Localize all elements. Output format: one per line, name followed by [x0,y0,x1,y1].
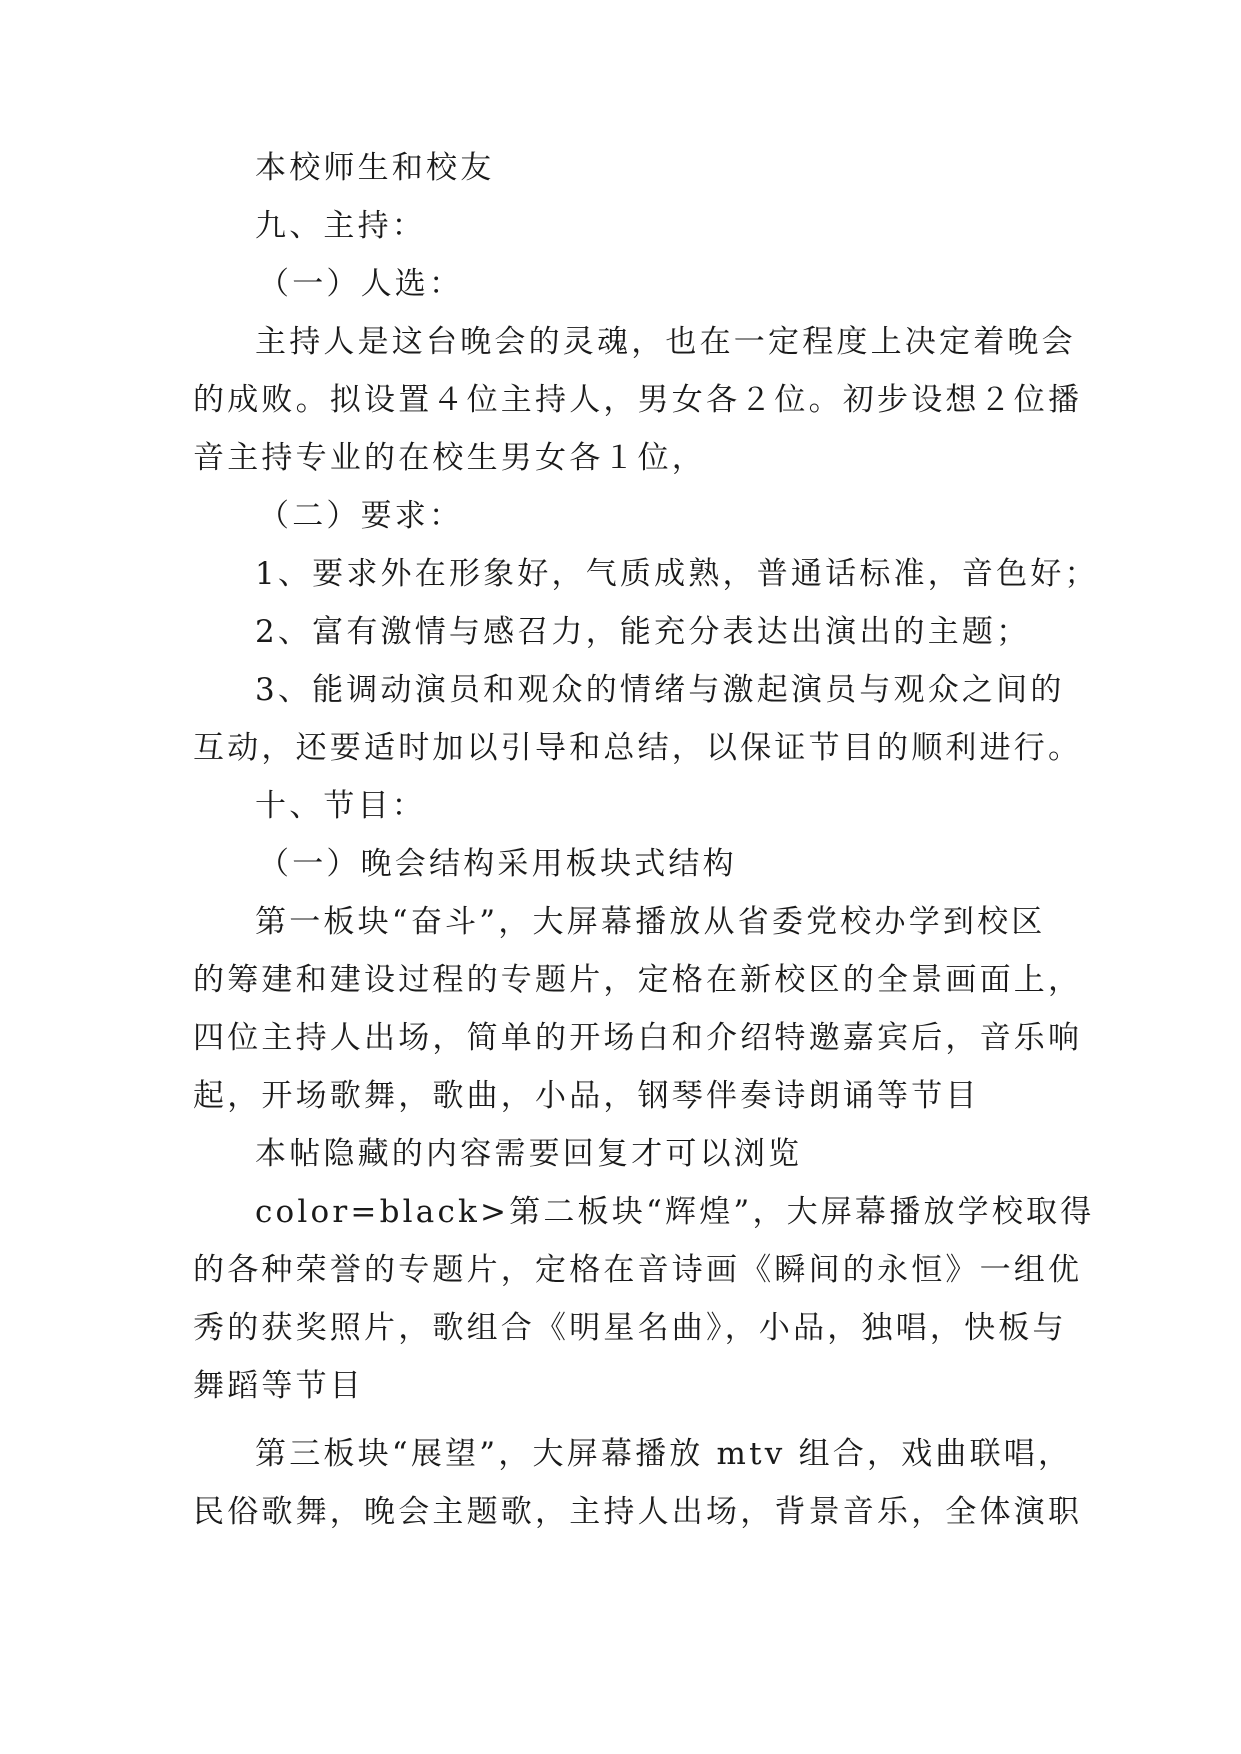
section-heading: 九、主持： [255,208,426,244]
list-item: 2、富有激情与感召力，能充分表达出演出的主题； [255,614,1031,650]
list-item: 3、能调动演员和观众的情绪与激起演员与观众之间的 [255,672,1065,708]
text-line: 民俗歌舞，晚会主题歌，主持人出场，背景音乐，全体演职 [193,1494,1083,1530]
subsection-heading: （二）要求： [258,498,464,534]
text-line: 起，开场歌舞，歌曲，小品，钢琴伴奏诗朗诵等节目 [193,1078,980,1114]
subsection-heading: （一）晚会结构采用板块式结构 [258,846,737,882]
text-line: 的筹建和建设过程的专题片，定格在新校区的全景画面上， [193,962,1083,998]
text-line: 的各种荣誉的专题片，定格在音诗画《瞬间的永恒》一组优 [193,1252,1083,1288]
text-line: 第一板块“奋斗”，大屏幕播放从省委党校办学到校区 [255,904,1046,940]
hidden-content-notice: 本帖隐藏的内容需要回复才可以浏览 [255,1136,803,1172]
text-line: 舞蹈等节目 [193,1368,364,1404]
text-line: 音主持专业的在校生男女各１位， [193,440,706,476]
text-line: 秀的获奖照片，歌组合《明星名曲》，小品，独唱，快板与 [193,1310,1067,1346]
text-line: 的成败。拟设置４位主持人，男女各２位。初步设想２位播 [193,382,1083,418]
text-line: 本校师生和校友 [255,150,495,186]
text-line: 互动，还要适时加以引导和总结，以保证节目的顺利进行。 [193,730,1083,766]
text-line: color=black>第二板块“辉煌”，大屏幕播放学校取得 [255,1194,1095,1230]
subsection-heading: （一）人选： [258,266,464,302]
text-line: 四位主持人出场，简单的开场白和介绍特邀嘉宾后，音乐响 [193,1020,1083,1056]
text-line: 第三板块“展望”，大屏幕播放 mtv 组合，戏曲联唱， [255,1436,1073,1472]
list-item: 1、要求外在形象好，气质成熟，普通话标准，音色好； [255,556,1099,592]
text-line: 主持人是这台晚会的灵魂，也在一定程度上决定着晚会 [255,324,1076,360]
section-heading: 十、节目： [255,788,426,824]
